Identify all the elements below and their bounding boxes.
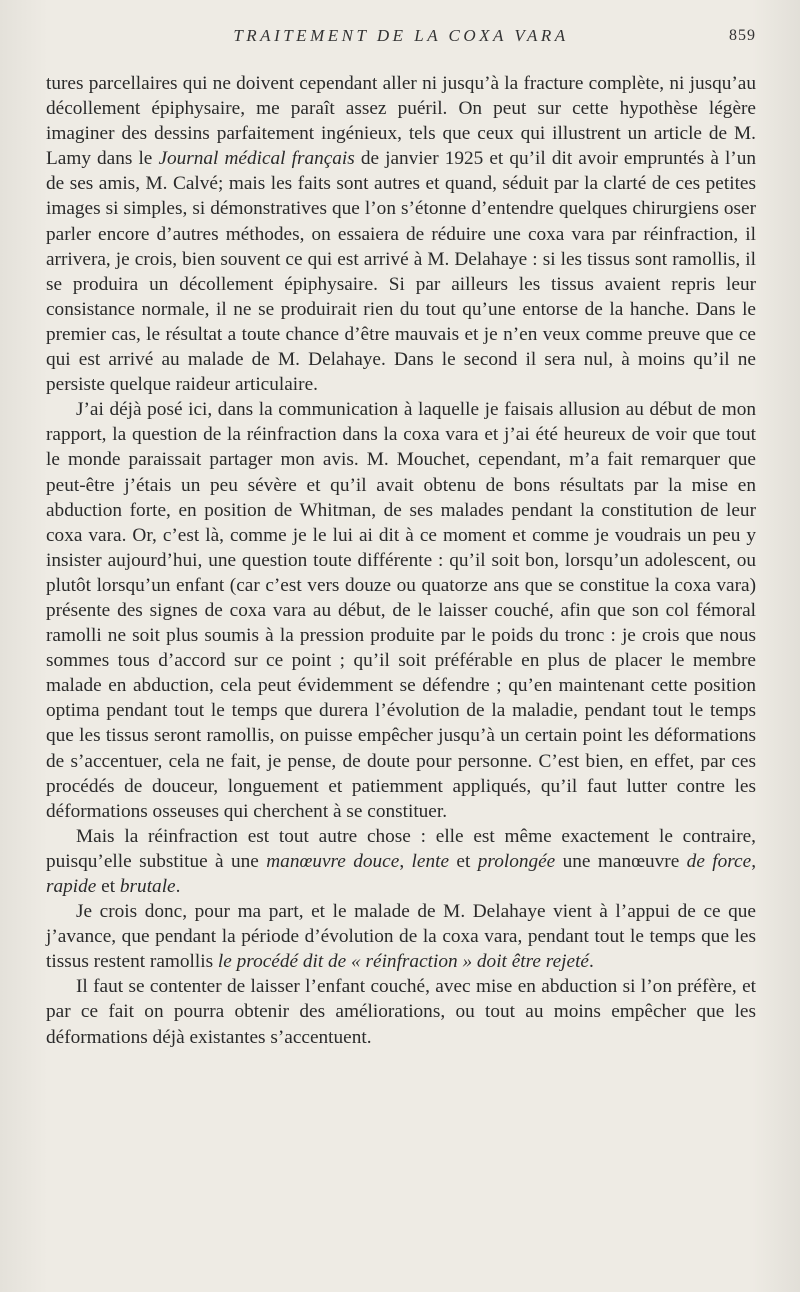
emphasis: lente [411,850,450,872]
text-run: de janvier 1925 et qu’il dit avoir empruntés à l’un de ses amis, M. Calvé; mais les faits sont autres et quand, séduit par la clarté de ces petites images si simples, si démonstratives que l’on s’étonne d’entendre quelques chirurgiens oser parler encore d’autres méthodes, on essaiera de réduire une coxa vara par réinfraction, il arrivera, je crois, bien souvent ce qui est arrivé à M. Delahaye : si les tissus sont ramollis, il se produira un décollement épiphysaire. Si par ailleurs les tissus avaient repris leur consistance normale, il ne se produirait rien du tout qu’une entorse de la hanche. Dans le premier cas, le résultat a toute chance d’être mauvais et je n’en veux comme preuve que ce qui est arrivé au malade de M. Delahaye. Dans le second il sera nul, à moins qu’il ne persiste quelque raideur articulaire. [46,148,756,396]
emphasis: brutale [119,876,176,897]
text-run: une manœuvre [555,850,687,872]
paragraph [46,397,756,824]
text-run: , [751,850,757,872]
paragraph [46,899,756,974]
text-run: tures parcellaires qui ne doivent cependant aller ni jusqu’à la fracture complète, ni jusqu’au décollement épiphysaire, me paraît assez puéril. On peut sur cette hypothèse légère imaginer des dessins parfaitement ingénieux, tels que ceux qui illustrent un article de M. Lamy dans le [46,73,756,170]
emphasis: prolongée [477,850,556,872]
text-run: et [449,850,478,872]
text-run: . [175,876,181,897]
text-run: et [96,876,120,897]
text-run: , [399,850,412,872]
emphasis: le procédé dit de « réinfraction » doit être rejeté [217,951,589,973]
paragraph [46,824,756,899]
paragraph [46,974,756,1049]
running-header [46,26,756,54]
page-number: 859 [729,27,756,44]
body-text [46,71,756,1050]
text-run: . [588,951,594,973]
paragraph [46,71,756,397]
emphasis: rapide [46,876,97,897]
running-title: TRAITEMENT DE LA COXA VARA [233,26,569,45]
text-run: Je crois donc, pour ma part, et le malade de M. Delahaye vient à l’appui de ce que j’avance, que pendant la période d’évolution de la coxa vara, pendant tout le temps que les tissus restent ramollis [46,901,756,973]
text-run: J’ai déjà posé ici, dans la communication à laquelle je faisais allusion au début de mon rapport, la question de la réinfraction dans la coxa vara et j’ai été heureux de voir que tout le monde paraissait partager mon avis. M. Mouchet, cependant, m’a fait remarquer que peut-être j’étais un peu sévère et qu’il avait obtenu de bons résultats par la mise en abduction forte, en position de Whitman, de ses malades pendant la constitution de leur coxa vara. Or, c’est là, comme je le lui ai dit à ce moment et comme je voudrais un peu y insister aujourd’hui, une question toute différente : qu’il soit bon, lorsqu’un adolescent, ou plutôt lorsqu’un enfant (car c’est vers douze ou quatorze ans que se constitue la coxa vara) présente des signes de coxa vara au début, de le laisser couché, afin que son col fémoral ramolli ne soit plus soumis à la pression produite par le poids du tronc : je crois que nous sommes tous d’accord sur ce point ; qu’il soit préférable en plus de placer le membre malade en abduction, cela peut évidemment se défendre ; qu’en maintenant cette position optima pendant tout le temps que durera l’évolution de la maladie, pendant tout le temps que les tissus seront ramollis, on puisse empêcher jusqu’à un certain point les déformations de s’accentuer, cela ne fait, je pense, de doute pour personne. C’est bien, en effet, par ces procédés de douceur, longuement et patiemment appliqués, qu’il faut lutter contre les déformations osseuses qui cherchent à se constituer. [46,399,756,822]
text-run: Il faut se contenter de laisser l’enfant couché, avec mise en abduction si l’on préfère, et par ce fait on pourra obtenir des améliorations, ou tout au moins empêcher que les déformations déjà existantes s’accentuent. [46,976,756,1048]
journal-title: Journal médical français [158,148,355,170]
emphasis: manœuvre douce [266,850,400,872]
emphasis: de force [686,850,752,872]
text-run: Mais la réinfraction est tout autre chose : elle est même exactement le contraire, puisqu’elle substitue à une [46,825,756,872]
